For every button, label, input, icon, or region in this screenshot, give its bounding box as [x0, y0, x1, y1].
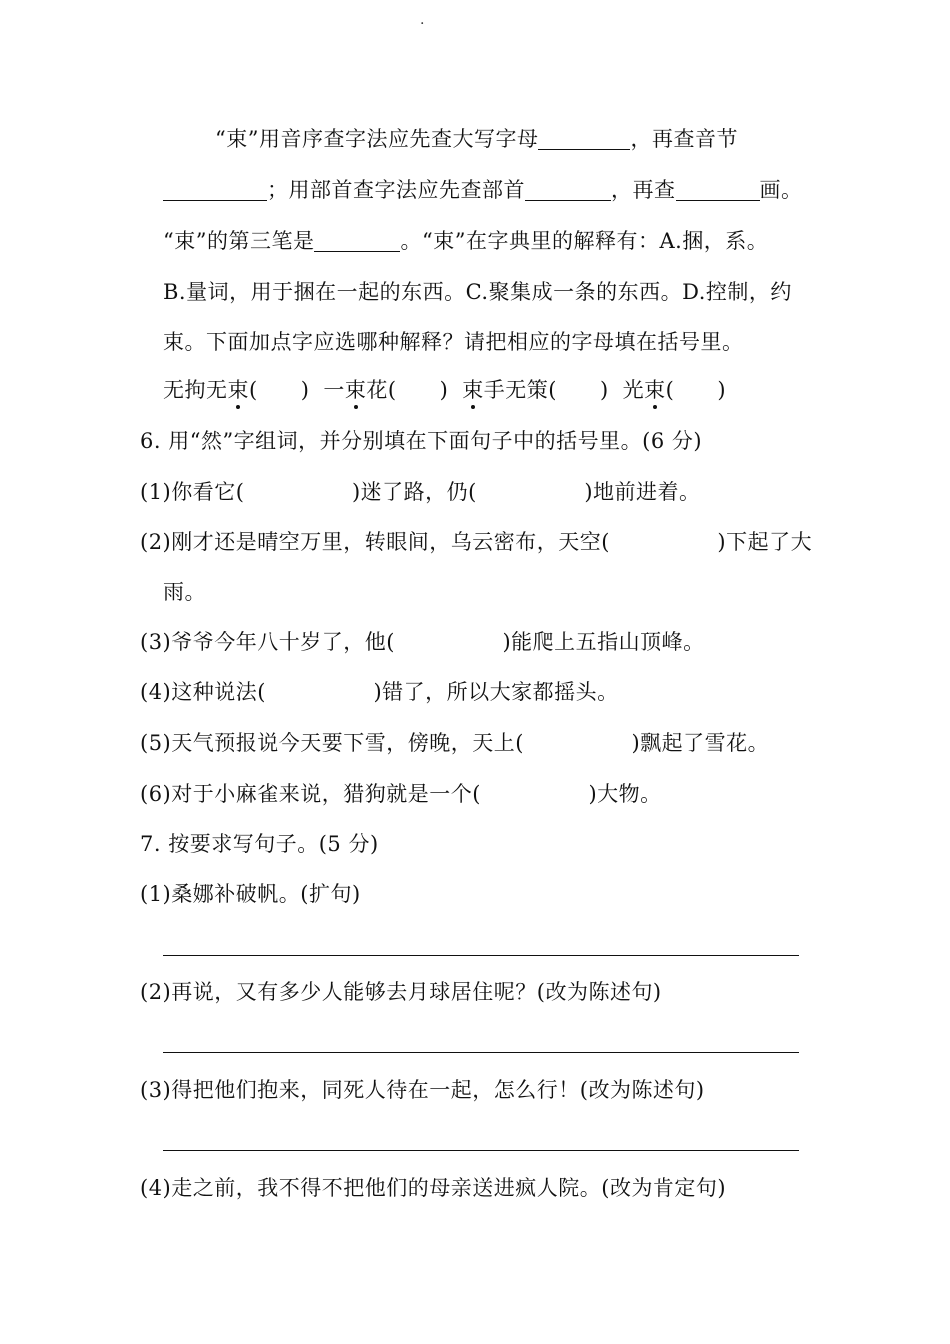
- q6-sentence-6[interactable]: (6)对于小麻雀来说，猎狗就是一个( )大物。: [140, 782, 662, 806]
- q6-sentence-3[interactable]: (3)爷爷今年八十岁了，他( )能爬上五指山顶峰。: [140, 630, 705, 654]
- dotted-character: 束: [644, 378, 666, 402]
- dotted-character: 束: [227, 378, 249, 402]
- q5-text: ；用部首查字法应先查部首: [267, 178, 525, 202]
- blank-syllable[interactable]: [163, 180, 267, 201]
- q5-item[interactable]: 束手无策( ): [462, 378, 609, 402]
- dotted-character: 束: [462, 378, 484, 402]
- dotted-character: 束: [344, 378, 367, 402]
- q5-text: “束”用音序查字法应先查大写字母: [215, 127, 539, 151]
- q5-text: ，再查音节: [630, 127, 738, 151]
- q5-line-4: B.量词，用于捆在一起的东西。C.聚集成一条的东西。D.控制，约: [163, 280, 792, 304]
- blank-third-stroke[interactable]: [314, 231, 400, 252]
- answer-line-1[interactable]: [163, 955, 799, 956]
- blank-radical[interactable]: [525, 180, 611, 201]
- q5-text: 。“束”在字典里的解释有：A.捆，系。: [400, 229, 769, 253]
- q5-item[interactable]: 光束( ): [622, 378, 727, 402]
- q7-sentence-3: (3)得把他们抱来，同死人待在一起，怎么行！(改为陈述句): [140, 1078, 705, 1102]
- q5-item[interactable]: 无拘无束( ): [163, 378, 310, 402]
- q7-sentence-2: (2)再说，又有多少人能够去月球居住呢？(改为陈述句): [140, 980, 662, 1004]
- blank-stroke-count[interactable]: [676, 180, 760, 201]
- q6-sentence-4[interactable]: (4)这种说法( )错了，所以大家都摇头。: [140, 680, 619, 704]
- q5-line-2: [163, 180, 803, 201]
- answer-line-3[interactable]: [163, 1150, 799, 1151]
- answer-line-2[interactable]: [163, 1052, 799, 1053]
- q7-title: 7. 按要求写句子。(5 分): [140, 832, 379, 856]
- q5-items: [163, 380, 726, 401]
- q6-sentence-2[interactable]: (2)刚才还是晴空万里，转眼间，乌云密布，天空( )下起了大: [140, 530, 813, 554]
- q5-line-5: 束。下面加点字应选哪种解释？请把相应的字母填在括号里。: [163, 330, 744, 354]
- q5-text: “束”的第三笔是: [163, 229, 315, 253]
- q5-line-1: [215, 129, 738, 150]
- page-dot: .: [420, 12, 425, 28]
- q7-sentence-1: (1)桑娜补破帆。(扩句): [140, 882, 361, 906]
- q6-sentence-1[interactable]: (1)你看它( )迷了路，仍( )地前进着。: [140, 480, 701, 504]
- blank-initial-letter[interactable]: [538, 129, 630, 150]
- q5-item[interactable]: 一束花( ): [323, 378, 449, 402]
- q5-text: 画。: [759, 178, 803, 202]
- q7-sentence-4: (4)走之前，我不得不把他们的母亲送进疯人院。(改为肯定句): [140, 1176, 727, 1200]
- q5-text: ，再查: [611, 178, 676, 202]
- q6-sentence-2-cont: 雨。: [163, 580, 206, 604]
- q6-sentence-5[interactable]: (5)天气预报说今天要下雪，傍晚，天上( )飘起了雪花。: [140, 731, 770, 755]
- q5-line-3: [163, 231, 768, 252]
- q6-title: 6. 用“然”字组词，并分别填在下面句子中的括号里。(6 分): [140, 429, 703, 453]
